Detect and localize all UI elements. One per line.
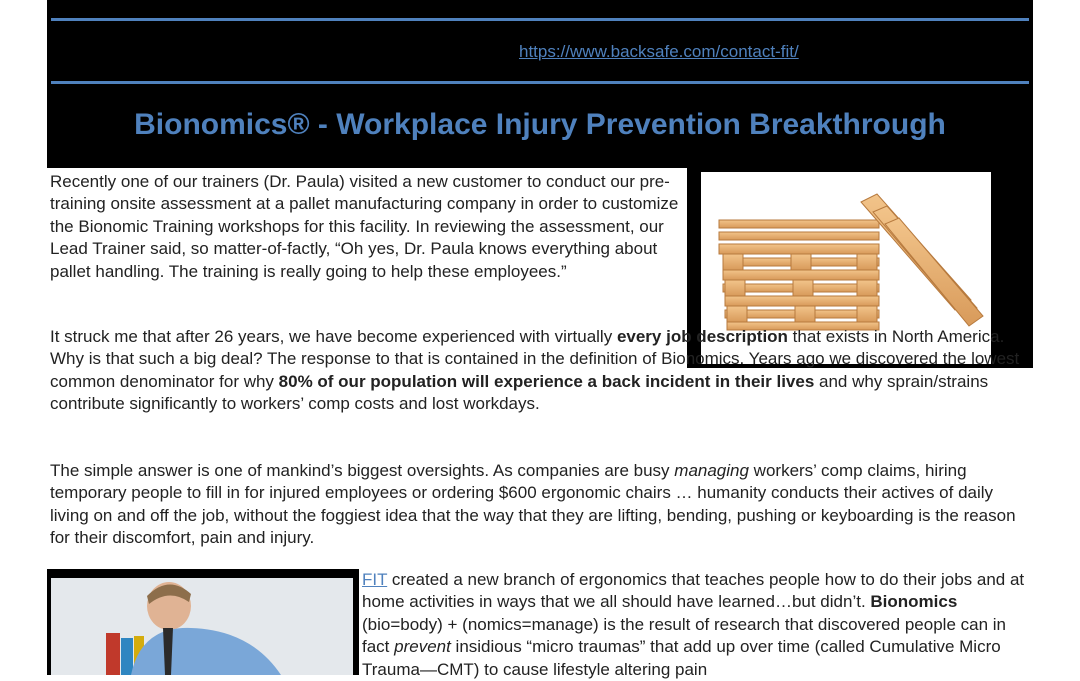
p2-text-c: that exists in North America. Why is that such a big deal? The response to that is contained in the definition of Bionomics. Years ago we discovered the lowest common denominator for why xyxy=(50,327,1020,391)
paragraph-4 xyxy=(362,569,1030,681)
p4-text-a: created a new branch of ergonomics that teaches people how to do their jobs and at home activities in ways that we all should have learned…but didn’t. xyxy=(362,570,1025,612)
worker-back-pain-illustration xyxy=(51,578,353,675)
p4-bold-bionomics: Bionomics xyxy=(870,592,958,612)
header-top-rule xyxy=(51,18,1029,21)
p4-text-e: insidious “micro traumas” that add up over time (called Cumulative Micro Trauma—CMT) to cause lifestyle altering pain xyxy=(362,637,1001,679)
p3-italic-managing: managing xyxy=(674,461,749,480)
paragraph-1: Recently one of our trainers (Dr. Paula) visited a new customer to conduct our pre-training onsite assessment at a pallet manufacturing company in order to customize the Bionomic Training workshops for this facility. In reviewing the assessment, our Lead Trainer said, so matter-of-factly, “Oh yes, Dr. Paula knows everything about pallet handling. The training is really going to help these employees.” xyxy=(50,172,679,281)
p2-text-e: and why sprain/strains contribute significantly to workers’ comp costs and lost workdays. xyxy=(50,371,989,414)
paragraph-3 xyxy=(50,460,1025,550)
p3-text-a: The simple answer is one of mankind’s biggest oversights. As companies are busy xyxy=(50,461,675,480)
paragraph-2 xyxy=(50,326,1025,416)
worker-image xyxy=(51,578,353,675)
p2-bold-job: every job description xyxy=(616,327,788,346)
p2-text-a: It struck me that after 26 years, we have become experienced with virtually xyxy=(50,327,617,346)
header-banner xyxy=(47,0,1033,168)
document-page xyxy=(47,0,1033,679)
contact-link[interactable]: https://www.backsafe.com/contact-fit/ xyxy=(519,42,799,61)
p3-text-c: workers’ comp claims, hiring temporary people to fill in for injured employees or ordering $600 ergonomic chairs … humanity conducts their actives of daily living on and off the job, without the foggiest idea that the way that they are lifting, bending, pushing or keyboarding is the reason for their discomfort, pain and injury. xyxy=(50,461,1016,548)
header-bottom-rule xyxy=(51,81,1029,84)
p4-text-c: (bio=body) + (nomics=manage) is the result of research that discovered people can in fact xyxy=(362,614,1006,657)
fit-link[interactable]: FIT xyxy=(362,570,388,589)
p2-bold-stat: 80% of our population will experience a back incident in their lives xyxy=(278,371,815,391)
p4-italic-prevent: prevent xyxy=(394,637,451,657)
page-title: Bionomics® - Workplace Injury Prevention Breakthrough xyxy=(134,108,946,141)
